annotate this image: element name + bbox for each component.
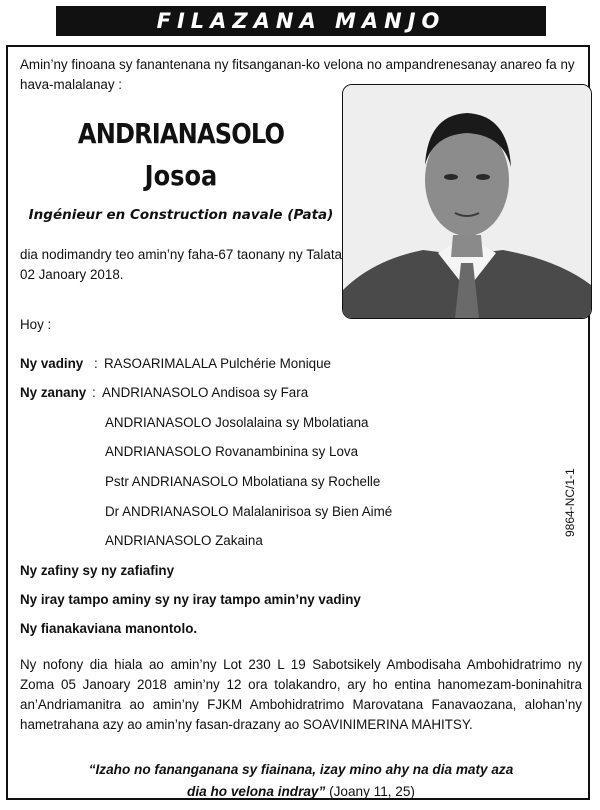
grandchildren-line: Ny zafiny sy ny zafiafiny <box>20 563 175 578</box>
widow-label: Ny vadiny <box>20 356 84 371</box>
child-4: Pstr ANDRIANASOLO Mbolatiana sy Rochelle <box>105 474 381 489</box>
widow-sep: : <box>94 356 98 371</box>
child-5: Dr ANDRIANASOLO Malalanirisoa sy Bien Aimé <box>105 504 393 519</box>
deceased-surname: ANDRIANASOLO <box>77 117 285 150</box>
hoy-label: Hoy : <box>20 317 52 332</box>
child-2: ANDRIANASOLO Josolalaina sy Mbolatiana <box>105 415 369 430</box>
quote-line-2: dia ho velona indray” <box>187 784 326 799</box>
notice-frame <box>6 45 590 800</box>
deceased-firstname: Josoa <box>144 159 218 192</box>
child-6: ANDRIANASOLO Zakaina <box>105 533 263 548</box>
death-notice: dia nodimandry teo amin’ny faha-67 taonany ny Talata 02 Janoary 2018. <box>20 247 342 282</box>
child-3: ANDRIANASOLO Rovanambinina sy Lova <box>105 444 359 459</box>
funeral-details: Ny nofony dia hiala ao amin’ny Lot 230 L 19 Sabotsikely Ambodisaha Ambohidratrimo ny Zoma 05 Janoary 2018 amin’ny 12 ora tolakandro, ary ho entina hanomezam-boninahitra an’Andriamanitra ao amin’ny FJKM Ambohidratrimo Marovatana Fanavaozana, alohan’ny hametrahana azy ao amin’ny fasan-drazany ao SOAVINIMERINA MAHITSY. <box>20 657 582 732</box>
quote-line-1: “Izaho no fananganana sy fiainana, izay mino ahy na dia maty aza <box>88 762 514 777</box>
notice-header: FILAZANA MANJO <box>56 6 546 36</box>
siblings-line: Ny iray tampo aminy sy ny iray tampo amin’ny vadiny <box>20 592 361 607</box>
intro-text: Amin’ny finoana sy fanantenana ny fitsanganan-ko velona no ampandrenesanay anareo fa ny hava-malalanay : <box>20 57 575 92</box>
portrait-photo <box>342 84 592 319</box>
reference-code: 9864-NC/1-1 <box>563 468 577 537</box>
widow-name: RASOARIMALALA Pulchérie Monique <box>104 356 332 371</box>
bible-quote <box>20 759 582 803</box>
deceased-profession: Ingénieur en Construction navale (Pata) <box>28 207 334 223</box>
quote-reference: (Joany 11, 25) <box>329 784 415 799</box>
child-1: ANDRIANASOLO Andisoa sy Fara <box>102 385 309 400</box>
family-line: Ny fianakaviana manontolo. <box>20 621 198 636</box>
children-sep: : <box>92 385 96 400</box>
portrait-image <box>343 85 591 318</box>
children-label: Ny zanany <box>20 385 87 400</box>
